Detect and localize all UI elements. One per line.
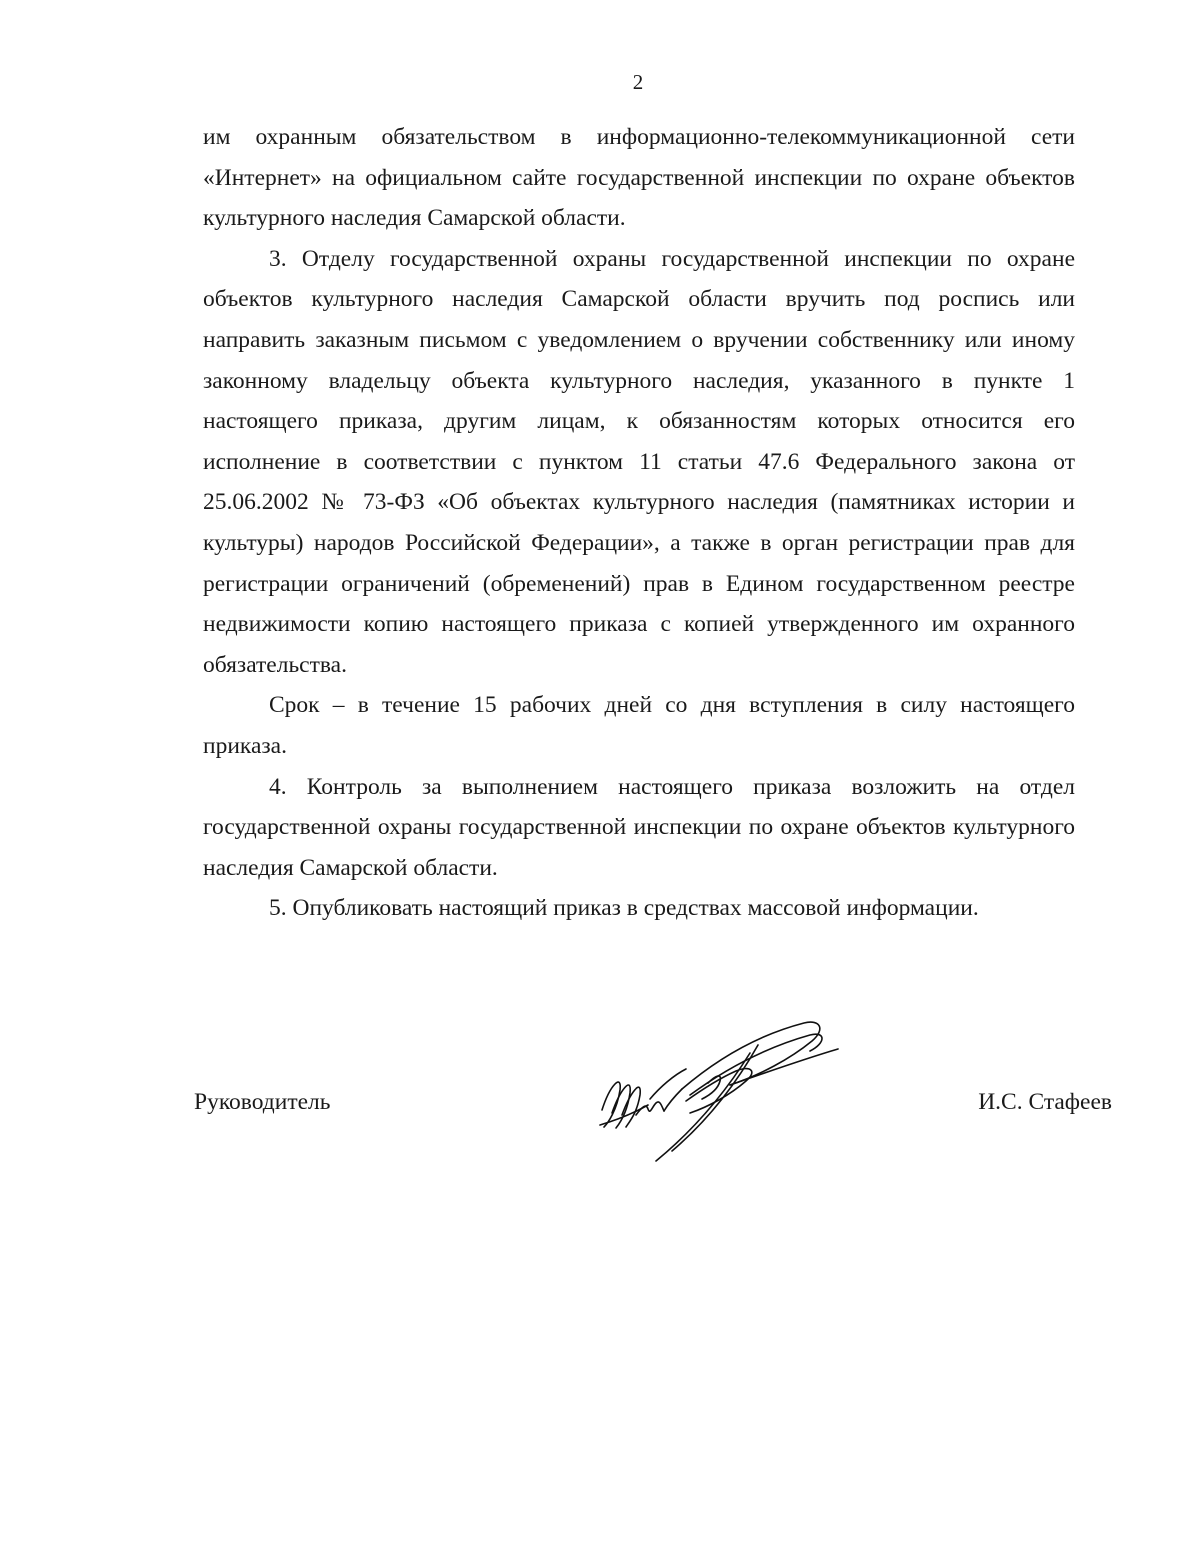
document-body (203, 117, 1075, 929)
paragraph-deadline: Срок – в течение 15 рабочих дней со дня вступления в силу настоящего приказа. (203, 692, 1075, 759)
paragraph-continuation: им охранным обязательством в информационно-телекоммуникационной сети «Интернет» на официальном сайте государственной инспекции по охране объектов культурного наследия Самарской области. (203, 124, 1075, 232)
signatory-name: И.С. Стафеев (978, 1089, 1112, 1115)
paragraph-item-5: 5. Опубликовать настоящий приказ в средствах массовой информации. (269, 895, 979, 922)
paragraph-item-3: 3. Отделу государственной охраны государственной инспекции по охране объектов культурного наследия Самарской области вручить под роспись или направить заказным письмом с уведомлением о вручении собственнику или иному законному владельцу объекта культурного наследия, указанного в пункте 1 настоящего приказа, другим лицам, к обязанностям которых относится его исполнение в соответствии с пунктом 11 статьи 47.6 Федерального закона от 25.06.2002 № 73-ФЗ «Об объектах культурного наследия (памятниках истории и культуры) народов Российской Федерации», а также в орган регистрации прав для регистрации ограничений (обременений) прав в Едином государственном реестре недвижимости копию настоящего приказа с копией утвержденного им охранного обязательства. (203, 245, 1075, 678)
handwritten-signature (590, 1015, 840, 1165)
page-number: 2 (632, 70, 644, 94)
signatory-title: Руководитель (194, 1089, 331, 1115)
paragraph-item-4: 4. Контроль за выполнением настоящего приказа возложить на отдел государственной охраны государственной инспекции по охране объектов культурного наследия Самарской области. (203, 773, 1075, 881)
